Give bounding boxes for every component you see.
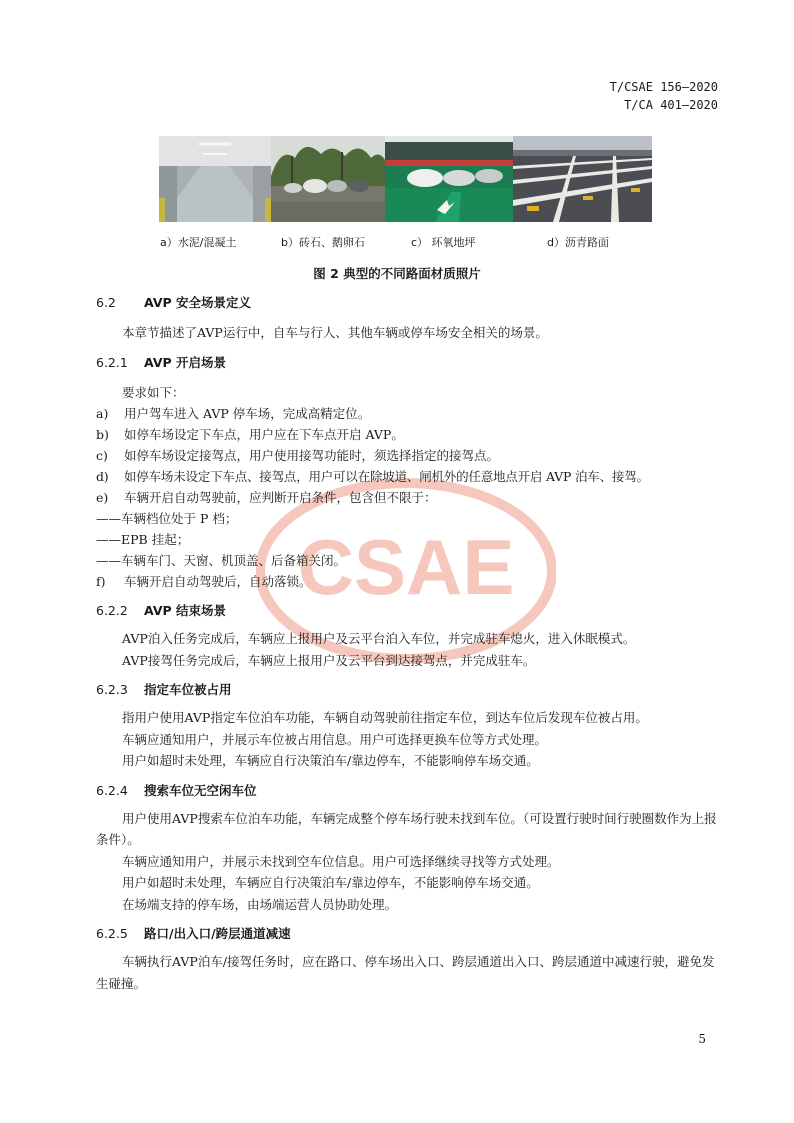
section-6-2-4-heading (96, 782, 718, 800)
paragraph: 用户使用AVP搜索车位泊车功能，车辆完成整个停车场行驶未找到车位。（可设置行驶时间行驶圈数作为上报条件）。 (96, 810, 717, 847)
list-item (96, 403, 718, 424)
section-title: AVP 安全场景定义 (144, 295, 252, 310)
photo-epoxy-floor (385, 136, 513, 222)
page-number: 5 (698, 1032, 706, 1046)
paragraph-line: AVP接驾任务完成后，车辆应上报用户及云平台到达接驾点，并完成驻车。 (122, 652, 536, 668)
paragraph-line: 用户如超时未处理，车辆应自行决策泊车/靠边停车，不能影响停车场交通。 (122, 753, 539, 768)
paragraph-line: 在场端支持的停车场，由场端运营人员协助处理。 (122, 896, 398, 912)
photo-concrete (159, 136, 271, 222)
caption-a: a）水泥/混凝土 (160, 236, 237, 249)
section-6-2-heading (96, 294, 718, 312)
list-marker: f) (96, 574, 106, 589)
list-text: 如停车场设定接驾点，用户使用接驾功能时，须选择指定的接驾点。 (124, 448, 500, 463)
requirements-list (96, 403, 718, 592)
section-number: 6.2.4 (96, 782, 128, 798)
list-text: 车辆开启自动驾驶后，自动落锁。 (124, 574, 312, 589)
dash-item: ——EPB 挂起； (96, 532, 190, 547)
photo-asphalt (513, 136, 652, 222)
section-number: 6.2.5 (96, 926, 128, 941)
caption-d: d）沥青路面 (547, 236, 609, 249)
section-6-2-2-heading (96, 602, 718, 620)
section-number: 6.2 (96, 295, 116, 310)
section-6-2-2-body (96, 628, 718, 671)
document-header (610, 78, 718, 114)
section-6-2-3-body (96, 707, 718, 772)
paragraph-line: AVP泊入任务完成后，车辆应上报用户及云平台泊入车位，并完成驻车熄火，进入休眠模式。 (122, 631, 636, 646)
section-number: 6.2.3 (96, 682, 128, 697)
dash-item: ——车辆档位处于 P 档； (96, 511, 238, 526)
list-item (96, 571, 718, 592)
standard-number-ca: T/CA 401—2020 (624, 98, 718, 112)
figure-captions (0, 234, 794, 250)
section-6-2-5-heading (96, 925, 718, 943)
standard-number-csae: T/CSAE 156—2020 (609, 80, 718, 94)
paragraph-line: 车辆应通知用户，并展示车位被占用信息。用户可选择更换车位等方式处理。 (122, 731, 548, 747)
section-6-2-3-heading (96, 681, 718, 699)
paragraph-line: 车辆应通知用户，并展示未找到空车位信息。用户可选择继续寻找等方式处理。 (122, 853, 560, 869)
section-6-2-5-paragraph: 车辆执行AVP泊车/接驾任务时，应在路口、停车场出入口、跨层通道出入口、跨层通道中减速行驶，避免发生碰撞。 (96, 954, 715, 991)
list-marker: b) (96, 427, 109, 442)
figure-title: 图 2 典型的不同路面材质照片 (313, 266, 481, 281)
caption-c: c） 环氧地坪 (411, 236, 476, 249)
paragraph-line: 指用户使用AVP指定车位泊车功能，车辆自动驾驶前往指定车位，到达车位后发现车位被占用。 (122, 710, 648, 725)
section-title: AVP 开启场景 (144, 354, 227, 370)
section-title: AVP 结束场景 (144, 603, 227, 618)
section-title: 搜索车位无空闲车位 (144, 782, 257, 798)
list-item (96, 487, 718, 508)
paragraph-line: 用户如超时未处理，车辆应自行决策泊车/靠边停车，不能影响停车场交通。 (122, 875, 539, 890)
figure-photos (159, 136, 652, 222)
list-text: 用户驾车进入 AVP 停车场，完成高精定位。 (124, 406, 371, 421)
list-marker: a) (96, 406, 109, 421)
section-number: 6.2.2 (96, 603, 128, 618)
section-title: 路口/出入口/跨层通道减速 (144, 926, 291, 941)
list-marker: e) (96, 490, 109, 505)
list-item (96, 424, 718, 445)
section-6-2-intro: 本章节描述了AVP运行中，自车与行人、其他车辆或停车场安全相关的场景。 (122, 325, 548, 340)
section-title: 指定车位被占用 (144, 682, 232, 697)
section-6-2-4-body (96, 808, 718, 916)
list-marker: c) (96, 448, 108, 463)
section-number: 6.2.1 (96, 354, 128, 370)
list-item (96, 466, 718, 487)
list-text: 如停车场设定下车点，用户应在下车点开启 AVP。 (124, 427, 404, 442)
photo-cobblestone (271, 136, 385, 222)
dash-item: ——车辆车门、天窗、机顶盖、后备箱关闭。 (96, 553, 347, 568)
document-body (96, 294, 718, 994)
list-item (96, 445, 718, 466)
section-6-2-1-heading (96, 354, 718, 372)
list-text: 如停车场未设定下车点、接驾点，用户可以在除坡道、闸机外的任意地点开启 AVP 泊车、接驾。 (124, 469, 649, 484)
list-text: 车辆开启自动驾驶前，应判断开启条件，包含但不限于： (124, 490, 437, 505)
caption-b: b）砖石、鹅卵石 (281, 236, 365, 249)
watermark-text: CSAE (297, 523, 515, 611)
list-marker: d) (96, 469, 109, 484)
requirements-lead: 要求如下： (122, 384, 185, 400)
